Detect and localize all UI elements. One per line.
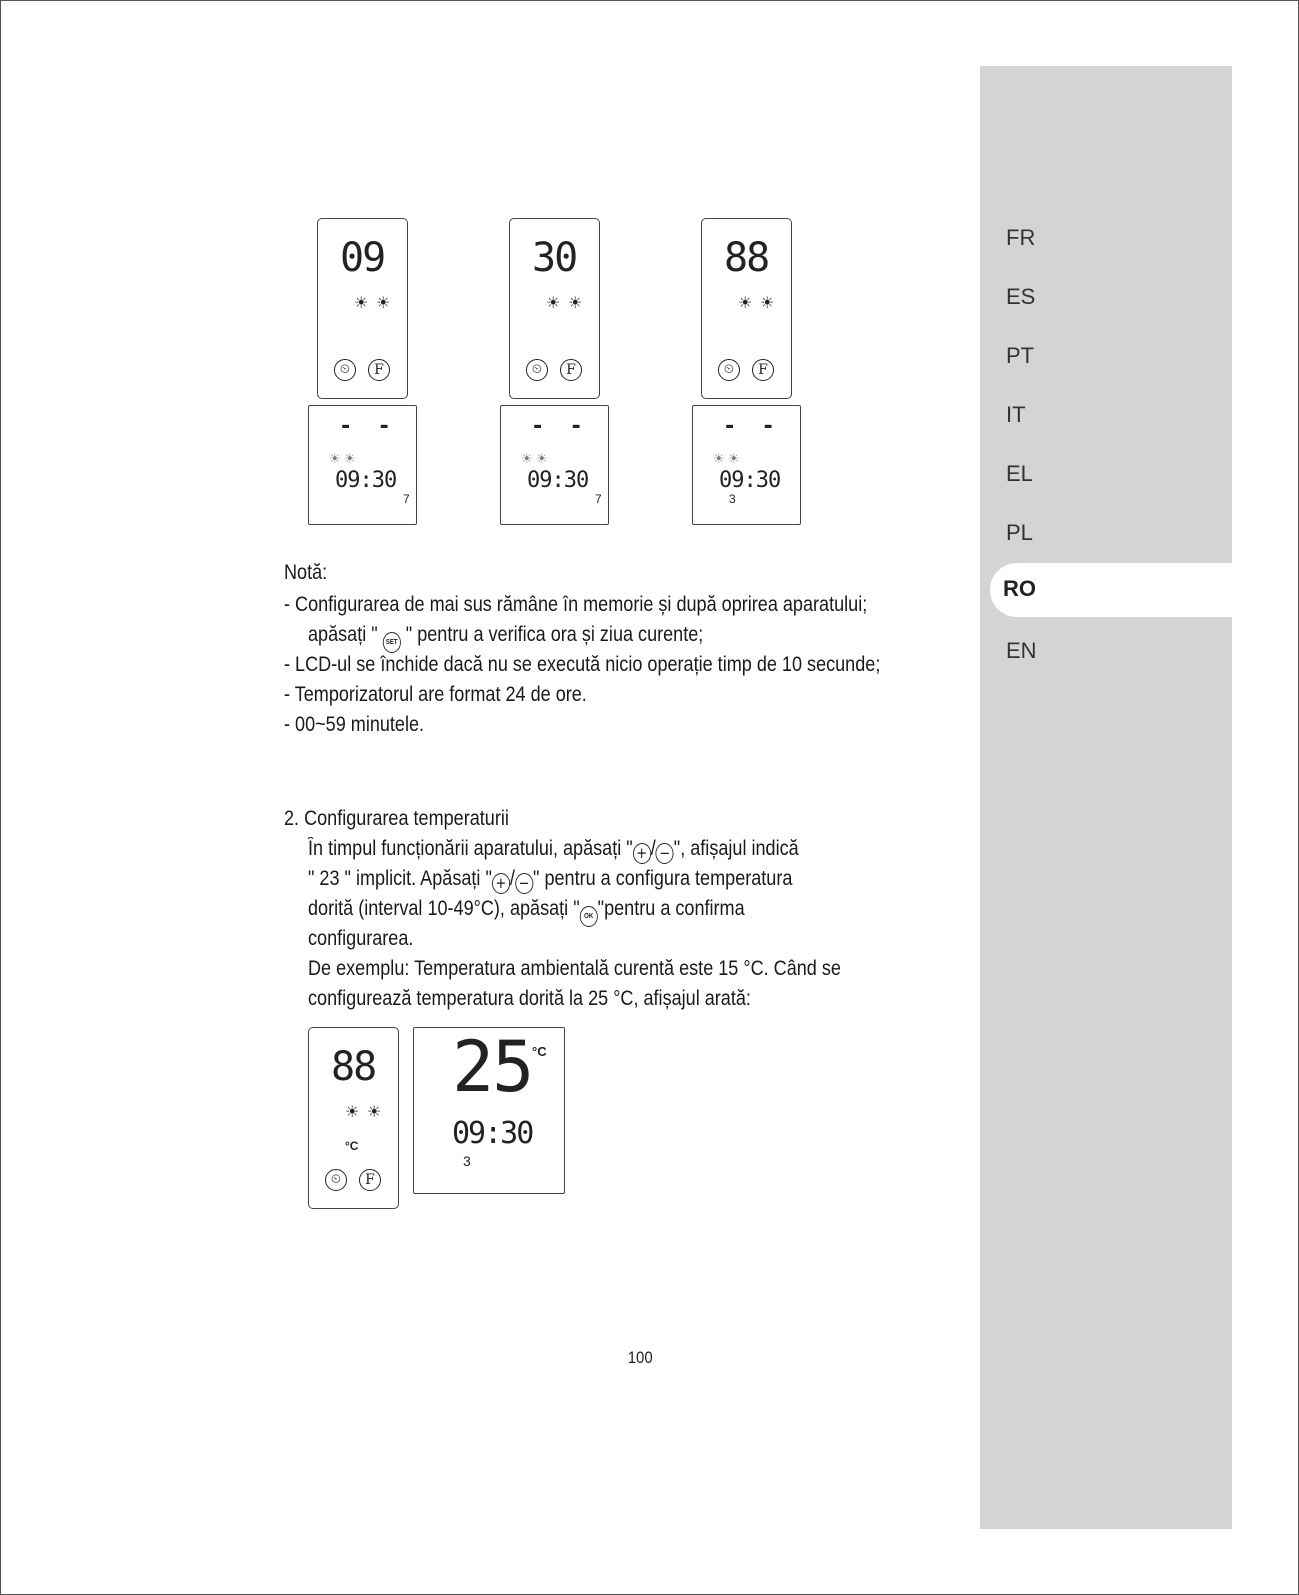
lcd-display-temp (413, 1027, 565, 1194)
lcd-display-2 (500, 405, 609, 525)
day-number: 7 (595, 492, 602, 506)
sun-icon: ☀ (367, 1102, 382, 1121)
lang-el[interactable]: EL (1006, 461, 1033, 486)
note-line-2-end: " pentru a verifica ora și ziua curente; (405, 623, 704, 646)
lang-es[interactable]: ES (1006, 284, 1036, 309)
sun-icon: ☀ (728, 452, 740, 467)
slash: / (650, 837, 656, 860)
line1-end: ", afișajul indică (673, 837, 799, 860)
section-line-5: De exemplu: Temperatura ambientală curentă este 15 °C. Când se (308, 957, 841, 980)
sun-icon: ☀ (568, 293, 583, 312)
line2-start: " 23 " implicit. Apăsați " (308, 867, 492, 890)
line3-start: dorită (interval 10-49°C), apăsați " (308, 897, 580, 920)
top-digits: 09 (340, 235, 385, 281)
clock-icon: ⏲ (718, 359, 740, 381)
time-display: 09:30 (527, 468, 589, 493)
note-line-2 (308, 620, 703, 653)
lang-fr[interactable]: FR (1006, 225, 1036, 250)
page-number: 100 (627, 1348, 653, 1367)
section-line-2 (308, 864, 792, 894)
remote-panel-1 (317, 218, 408, 399)
slash: / (509, 867, 515, 890)
note-title: Notă: (284, 561, 328, 584)
sun-icon: ☀ (760, 293, 775, 312)
note-line-2-start: apăsați " (308, 623, 378, 646)
day-number: 3 (463, 1153, 471, 1169)
f-icon: F (560, 359, 582, 381)
lang-ro-label: RO (1003, 576, 1036, 601)
plus-icon: + (492, 873, 510, 894)
line3-end: "pentru a confirma (597, 897, 745, 920)
remote-panel-temp (308, 1027, 399, 1209)
lang-it[interactable]: IT (1006, 402, 1026, 427)
sun-icon: ☀ (521, 452, 533, 467)
sun-icon: ☀ (354, 293, 369, 312)
clock-icon: ⏲ (334, 359, 356, 381)
line2-end: " pentru a configura temperatura (533, 867, 793, 890)
top-digits: 30 (532, 235, 577, 281)
lang-pt[interactable]: PT (1006, 343, 1035, 368)
plus-icon: + (633, 843, 651, 864)
f-icon: F (359, 1169, 381, 1191)
time-display: 09:30 (452, 1116, 533, 1151)
sun-icon: ☀ (546, 293, 561, 312)
lang-ro-active[interactable] (990, 563, 1232, 617)
top-digits: 88 (724, 235, 769, 281)
note-line-5: - 00~59 minutele. (284, 713, 425, 736)
sun-icon: ☀ (738, 293, 753, 312)
day-number: 7 (403, 492, 410, 506)
remote-panel-2 (509, 218, 600, 399)
big-temperature: 25 (452, 1026, 533, 1108)
set-button-icon: SET (383, 632, 401, 653)
lang-pl[interactable]: PL (1006, 520, 1033, 545)
dashes: - - (339, 414, 397, 439)
note-line-1: - Configurarea de mai sus rămâne în memorie și după oprirea aparatului; (284, 593, 868, 616)
ok-button-icon: OK (580, 906, 598, 927)
note-line-3: - LCD-ul se închide dacă nu se execută nicio operație timp de 10 secunde; (284, 653, 881, 676)
lcd-display-1 (308, 405, 417, 525)
celsius-label: °C (532, 1044, 547, 1059)
celsius-label: °C (345, 1139, 359, 1153)
time-display: 09:30 (719, 468, 781, 493)
clock-icon: ⏲ (325, 1169, 347, 1191)
note-line-4: - Temporizatorul are format 24 de ore. (284, 683, 587, 706)
minus-icon: − (515, 873, 533, 894)
lang-en[interactable]: EN (1006, 638, 1037, 663)
f-icon: F (752, 359, 774, 381)
clock-icon: ⏲ (526, 359, 548, 381)
sun-icon: ☀ (376, 293, 391, 312)
sun-icon: ☀ (536, 452, 548, 467)
sun-icon: ☀ (344, 452, 356, 467)
f-icon: F (368, 359, 390, 381)
line1-start: În timpul funcționării aparatului, apăsați " (308, 837, 633, 860)
dashes: - - (531, 414, 589, 439)
top-digits: 88 (331, 1044, 376, 1090)
dashes: - - (723, 414, 781, 439)
section-line-3 (308, 894, 745, 927)
section-line-6: configurează temperatura dorită la 25 °C, afișajul arată: (308, 987, 751, 1010)
section-heading: 2. Configurarea temperaturii (284, 807, 509, 830)
day-number: 3 (729, 492, 736, 506)
remote-panel-3 (701, 218, 792, 399)
time-display: 09:30 (335, 468, 397, 493)
section-line-1 (308, 834, 799, 864)
sun-icon: ☀ (713, 452, 725, 467)
sun-icon: ☀ (329, 452, 341, 467)
sun-icon: ☀ (345, 1102, 360, 1121)
lcd-display-3 (692, 405, 801, 525)
minus-icon: − (656, 843, 674, 864)
section-line-4: configurarea. (308, 927, 414, 950)
